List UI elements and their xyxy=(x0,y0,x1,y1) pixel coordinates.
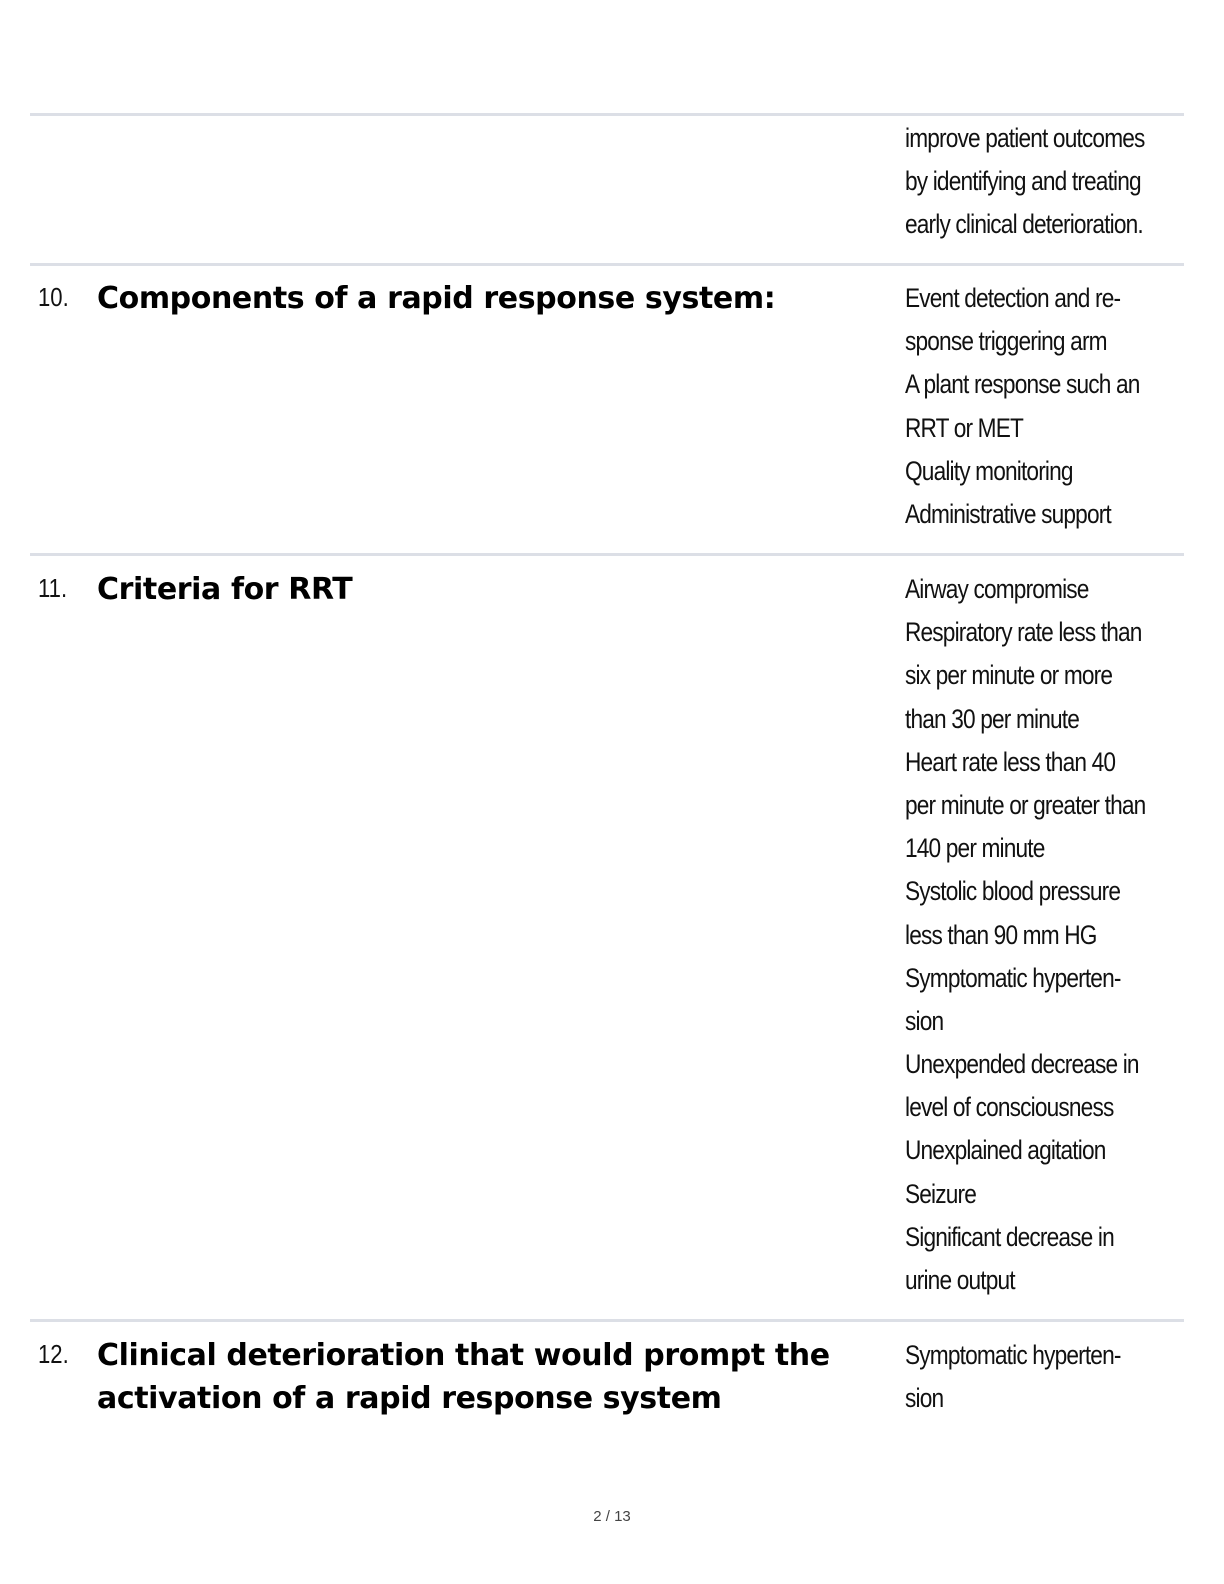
card-definition xyxy=(905,277,1205,536)
definition-line: than 30 per minute xyxy=(905,703,1080,734)
card-term: Criteria for RRT xyxy=(97,572,353,607)
page-number: 2 / 13 xyxy=(593,1508,631,1525)
definition-line: 140 per minute xyxy=(905,833,1045,864)
card-definition xyxy=(905,1334,1205,1420)
definition-line: sponse triggering arm xyxy=(905,326,1107,357)
card-number: 10. xyxy=(38,282,69,312)
definition-line: less than 90 mm HG xyxy=(905,919,1097,950)
definition-line: improve patient outcomes xyxy=(905,123,1145,153)
definition-line: Symptomatic hyperten- xyxy=(905,962,1121,993)
definition-line: RRT or MET xyxy=(905,412,1024,443)
card-term: Components of a rapid response system: xyxy=(97,281,776,316)
definition-line: urine output xyxy=(905,1265,1015,1295)
definition-line: A plant response such an xyxy=(905,369,1140,400)
divider xyxy=(30,1319,1184,1322)
definition-line: sion xyxy=(905,1383,944,1414)
definition-line: Heart rate less than 40 xyxy=(905,746,1116,777)
divider xyxy=(30,263,1184,266)
definition-line: Event detection and re- xyxy=(905,283,1121,313)
card-number: 12. xyxy=(38,1339,69,1369)
definition-line: Systolic blood pressure xyxy=(905,876,1121,907)
definition-line: Airway compromise xyxy=(905,574,1089,604)
definition-continued xyxy=(905,117,1205,247)
definition-line: Seizure xyxy=(905,1178,977,1209)
definition-line: Quality monitoring xyxy=(905,455,1073,486)
card-term: Clinical deterioration that would prompt the activation of a rapid response system xyxy=(97,1338,830,1416)
divider xyxy=(30,113,1184,116)
definition-line: Respiratory rate less than xyxy=(905,617,1142,648)
definition-line: Significant decrease in xyxy=(905,1221,1114,1252)
definition-line: six per minute or more xyxy=(905,660,1113,691)
card-definition xyxy=(905,568,1205,1302)
definition-line: Unexplained agitation xyxy=(905,1135,1106,1166)
card-number: 11. xyxy=(38,573,68,603)
definition-line: per minute or greater than xyxy=(905,789,1146,820)
definition-line: Administrative support xyxy=(905,498,1111,529)
definition-line: Symptomatic hyperten- xyxy=(905,1340,1121,1370)
definition-line: sion xyxy=(905,1005,944,1036)
definition-line: by identifying and treating xyxy=(905,166,1141,197)
divider xyxy=(30,553,1184,556)
definition-line: level of consciousness xyxy=(905,1092,1114,1123)
definition-line: early clinical deterioration. xyxy=(905,209,1143,240)
definition-line: Unexpended decrease in xyxy=(905,1049,1139,1080)
